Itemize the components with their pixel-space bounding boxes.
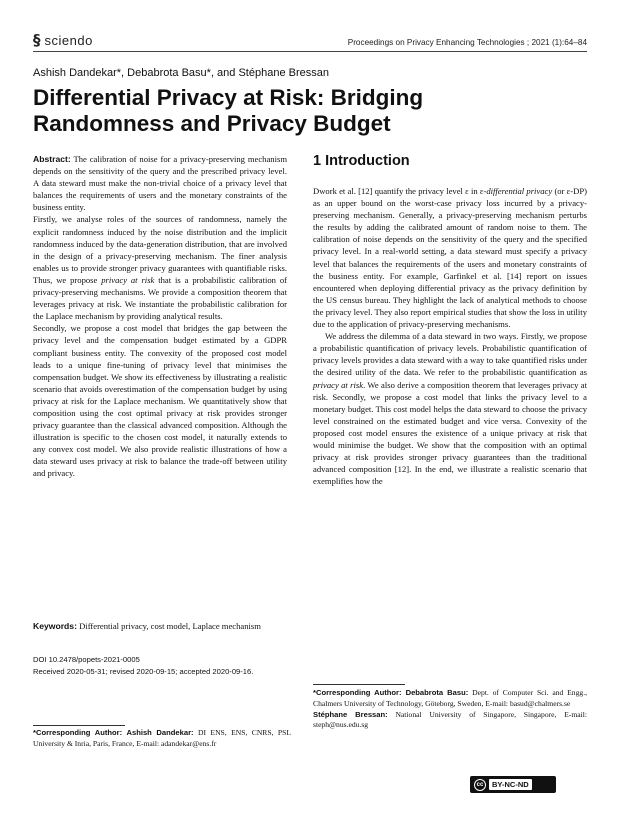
intro-paragraph-2 xyxy=(313,330,587,487)
footnote-divider-left xyxy=(33,725,125,726)
license-badge xyxy=(470,776,556,793)
keywords-text: Differential privacy, cost model, Laplace mechanism xyxy=(79,621,261,631)
abstract-text-1: The calibration of noise for a privacy-preserving mechanism depends on the sensitivity of the query and the prescribed privacy level. A data steward must make the non-trivial choice of a privacy level that balances the requirements of users and the monetary constraints of the business entity. xyxy=(33,154,287,213)
footnote-1-text: DI ENS, ENS, CNRS, PSL University & Inria, Paris, France, E-mail: adandekar@ens.fr xyxy=(33,728,291,748)
footnote-2-label: *Corresponding Author: Debabrota Basu: xyxy=(313,688,469,697)
section-heading-introduction: 1 Introduction xyxy=(313,153,410,169)
submission-dates: Received 2020-05-31; revised 2020-09-15; accepted 2020-09-16. xyxy=(33,666,254,676)
footnote-1-label: *Corresponding Author: Ashish Dandekar: xyxy=(33,728,194,737)
footnote-2-text: Dept. of Computer Sci. and Engg., Chalmers University of Technology, Göteborg, Sweden, E-mail: basud@chalmers.se xyxy=(313,688,587,708)
intro-text-1a: Dwork et al. [12] quantify the privacy level ε in ε- xyxy=(313,186,487,196)
abstract-paragraph-1 xyxy=(33,153,287,213)
intro-paragraph-1 xyxy=(313,185,587,330)
paper-title xyxy=(33,85,593,137)
abstract-text-2a: Firstly, we analyse roles of the sources of randomness, namely the explicit randomness induced by the noise distribution and the implicit randomness induced by the data-generation distribution, that are involved in the design of a privacy-preserving mechanism. The finer analysis enables us to provide stronger privacy guarantees with quantifiable risks. Thus, we propose xyxy=(33,214,287,285)
footnote-corresponding-authors xyxy=(313,688,587,731)
publisher-logo xyxy=(33,31,93,49)
keywords xyxy=(33,620,287,632)
intro-text-2a: We address the dilemma of a data steward in two ways. Firstly, we propose a probabilistic quantification of privacy levels. Probabilistic quantification of privacy levels provides a data steward with a way to take quantified risks under the desired utility of the data. We refer to the probabilistic quantification as xyxy=(313,331,587,378)
author-list: Ashish Dandekar*, Debabrota Basu*, and Stéphane Bressan xyxy=(33,67,329,79)
intro-emphasis-2: privacy at risk xyxy=(313,379,364,390)
abstract-paragraph-3: Secondly, we propose a cost model that bridges the gap between the privacy level and the compensation budget estimated by a GDPR compliant business entity. The convexity of the proposed cost model leads to a unique fine-tuning of privacy level that minimises the compensation budget. We show its effectiveness by illustrating a realistic scenario that avoids overestimation of the compensation budget by using privacy at risk for the Laplace mechanism. We quantitatively show that composition using the cost optimal privacy at risk provides stronger privacy guarantee than the classical advanced composition. Although the illustration is specific to the chosen cost model, it naturally extends to any convex cost model. We also provide realistic illustrations of how a data steward uses privacy at risk to balance the trade-off between utility and privacy. xyxy=(33,323,287,479)
abstract-label: Abstract: xyxy=(33,154,71,164)
footnote-3-text: National University of Singapore, Singapore, E-mail: steph@nus.edu.sg xyxy=(313,709,587,730)
abstract-paragraph-2 xyxy=(33,213,287,322)
header-divider xyxy=(33,51,587,52)
abstract-emphasis: privacy at risk xyxy=(101,274,155,285)
intro-text-1b: (or ε-DP) as an upper bound on the worst-case privacy loss incurred by a privacy-preserving mechanism. Generally, a privacy-preserving mechanism perturbs the results by adding the calibrated amount of random noise to them. The calibration of noise depends on the sensitivity of the query and the specified privacy level. In a real-world setting, a data steward must specify a privacy level that balances the requirements of the users and monetary constraints of the business entity. For example, Garfinkel et al. [14] report on issues encountered when deploying differential privacy as the privacy definition by the US census bureau. They highlight the lack of analytical methods to choose the privacy level. They also report empirical studies that show the loss in utility due to the application of privacy-preserving mechanisms. xyxy=(313,186,587,330)
footnote-corresponding-author xyxy=(33,728,291,750)
sciendo-logo-icon: § xyxy=(33,31,41,49)
keywords-label: Keywords: xyxy=(33,621,77,631)
intro-text-2b: . We also derive a composition theorem that leverages privacy at risk. Secondly, we propose a cost model that links the privacy level to a monetary budget. This cost model helps the data steward to choose the privacy level constrained on the estimated budget and vice versa. Convexity of the proposed cost model ensures the existence of a unique privacy at risk that would minimise the budget. We show that the composition with an optimal privacy at risk provides stronger privacy guarantees than the traditional advanced composition [12]. In the end, we illustrate a realistic scenario that exemplifies how the xyxy=(313,379,587,487)
abstract-text-2b: that is a probabilistic calibration of privacy-preserving mechanisms. We provide a composition theorem that leverages privacy at risk. We instantiate the probabilistic calibration for the Laplace mechanism by providing analytical results. xyxy=(33,274,287,322)
license-type: BY-NC-ND xyxy=(489,779,532,790)
doi: DOI 10.2478/popets-2021-0005 xyxy=(33,655,140,664)
title-line-1: Differential Privacy at Risk: Bridging xyxy=(33,85,424,110)
intro-emphasis-1: differential privacy xyxy=(486,186,553,196)
footnote-divider-right xyxy=(313,684,405,685)
article-metadata xyxy=(33,654,293,677)
creative-commons-icon: cc xyxy=(474,779,486,791)
abstract xyxy=(33,153,287,480)
introduction-body xyxy=(313,185,587,487)
journal-citation: Proceedings on Privacy Enhancing Technologies ; 2021 (1):64–84 xyxy=(347,38,587,47)
title-line-2: Randomness and Privacy Budget xyxy=(33,111,391,136)
footnote-3-label: Stéphane Bressan: xyxy=(313,709,388,719)
publisher-name: sciendo xyxy=(44,32,93,48)
